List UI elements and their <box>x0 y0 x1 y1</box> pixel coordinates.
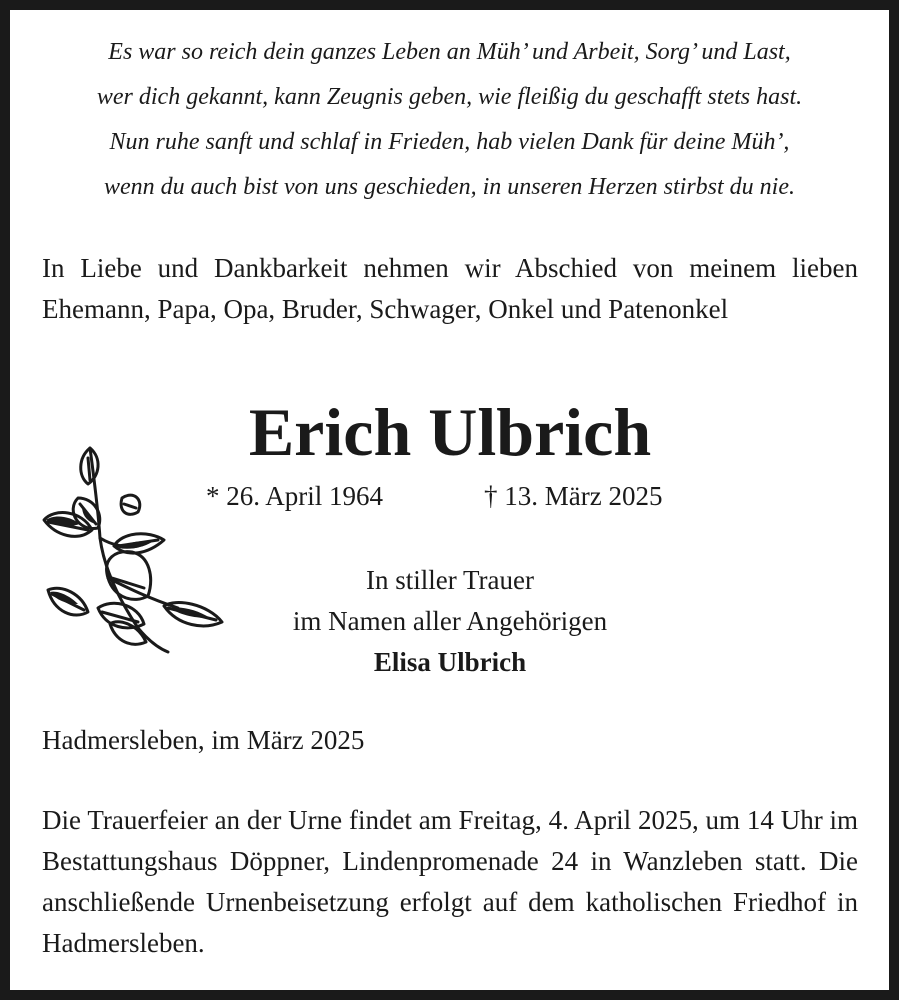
place-date: Hadmersleben, im März 2025 <box>42 725 365 755</box>
death-date: † 13. März 2025 <box>484 481 663 511</box>
poem-line: Es war so reich dein ganzes Leben an Müh’ und Arbeit, Sorg’ und Last, <box>108 39 791 65</box>
funeral-details: Die Trauerfeier an der Urne findet am Freitag, 4. April 2025, um 14 Uhr im Bestattungshaus Döppner, Lindenpromenade 24 in Wanzleben statt. Die anschließende Urnenbeisetzung erfolgt auf dem katholischen Friedhof in Hadmersleben. <box>42 805 858 958</box>
deceased-name: Erich Ulbrich <box>248 394 652 470</box>
poem-line: wenn du auch bist von uns geschieden, in unseren Herzen stirbst du nie. <box>103 174 796 200</box>
poem-line: Nun ruhe sanft und schlaf in Frieden, hab vielen Dank für deine Müh’, <box>109 129 790 155</box>
mourning-block <box>200 560 700 683</box>
birth-date: * 26. April 1964 <box>206 481 384 511</box>
mourning-line: In stiller Trauer <box>366 565 534 595</box>
poem-line: wer dich gekannt, kann Zeugnis geben, wie fleißig du geschafft stets hast. <box>96 84 803 110</box>
signer-name: Elisa Ulbrich <box>373 647 527 677</box>
memorial-poem <box>20 30 879 210</box>
farewell-intro: In Liebe und Dankbarkeit nehmen wir Abschied von meinem lieben Ehemann, Papa, Opa, Bruder, Schwager, Onkel und Patenonkel <box>42 253 858 324</box>
mourning-line: im Namen aller Angehörigen <box>292 606 608 636</box>
